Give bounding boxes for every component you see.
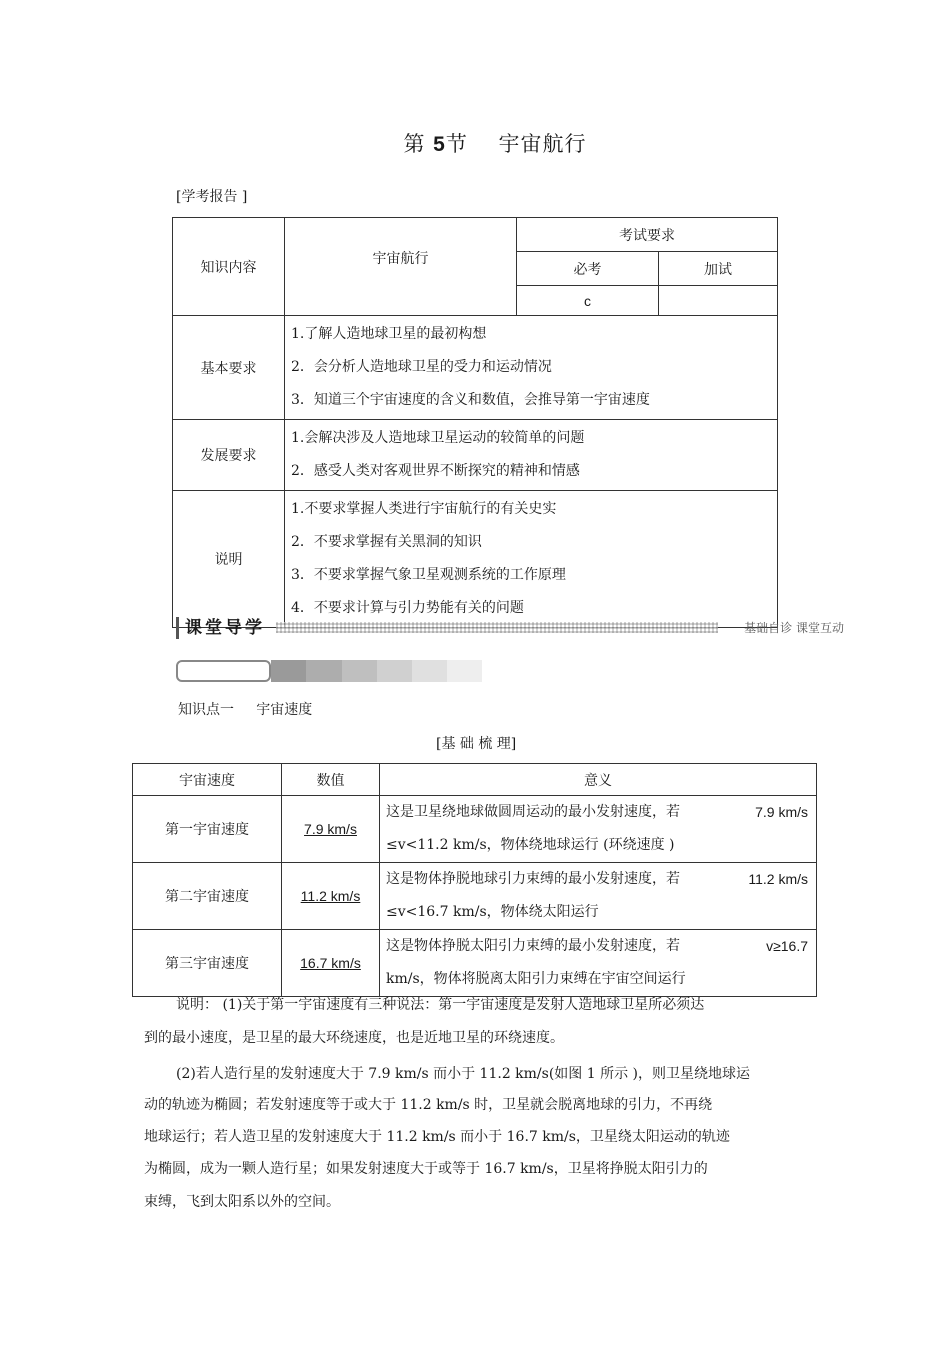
velocity-meaning: 这是物体挣脱地球引力束缚的最小发射速度，若 11.2 km/s ≤v<16.7 km/s，物体绕太阳运行	[380, 863, 817, 930]
list-item: 2．感受人类对客观世界不断探究的精神和情感	[291, 463, 580, 479]
list-item: 2．会分析人造地球卫星的受力和运动情况	[291, 359, 552, 375]
content-value: 宇宙航行	[285, 218, 517, 316]
velocity-name: 第二宇宙速度	[133, 863, 282, 930]
note-line: 动的轨迹为椭圆；若发射速度等于或大于 11.2 km/s 时，卫星就会脱离地球的引力，不再绕	[144, 1097, 713, 1113]
row-label: 说明	[173, 491, 285, 628]
row-content	[285, 316, 778, 420]
note-line: 为椭圆，成为一颗人造行星；如果发射速度大于或等于 16.7 km/s，卫星将挣脱太阳引力的	[144, 1161, 708, 1177]
list-item: 2．不要求掌握有关黑洞的知识	[291, 534, 482, 550]
velocity-name: 第三宇宙速度	[133, 930, 282, 997]
extra-level	[659, 286, 778, 316]
velocity-meaning: 这是卫星绕地球做圆周运动的最小发射速度，若 7.9 km/s ≤v<11.2 km/s，物体绕地球运行 (环绕速度 )	[380, 796, 817, 863]
list-item: 4．不要求计算与引力势能有关的问题	[291, 600, 524, 616]
header-cell: 数值	[282, 764, 380, 796]
extra-header: 加试	[659, 252, 778, 286]
velocity-value: 11.2 km/s	[282, 863, 380, 930]
velocity-name: 第一宇宙速度	[133, 796, 282, 863]
knowledge-point-heading: 知识点一 宇宙速度	[178, 702, 313, 718]
exam-requirement-header: 考试要求	[517, 218, 778, 252]
velocity-value: 16.7 km/s	[282, 930, 380, 997]
list-item: 1.不要求掌握人类进行宇宙航行的有关史实	[291, 501, 557, 517]
decorative-gradient-bar	[176, 660, 482, 682]
velocity-value: 7.9 km/s	[282, 796, 380, 863]
subheading: [基 础 梳 理]	[436, 736, 517, 752]
requirements-table	[172, 217, 778, 628]
header-cell: 宇宙速度	[133, 764, 282, 796]
report-label: [学考报告 ]	[176, 189, 248, 205]
required-level: c	[517, 286, 659, 316]
note-line: 说明： (1)关于第一宇宙速度有三种说法：第一宇宙速度是发射人造地球卫星所必须达	[176, 997, 705, 1013]
banner-label: 课堂导学	[176, 617, 265, 639]
note-line: 地球运行；若人造卫星的发射速度大于 11.2 km/s 而小于 16.7 km/s，卫星绕太阳运动的轨迹	[144, 1129, 730, 1145]
list-item: 1.会解决涉及人造地球卫星运动的较简单的问题	[291, 430, 585, 446]
banner-subtitle: 基础自诊 课堂互动	[744, 621, 844, 635]
note-line: 束缚，飞到太阳系以外的空间。	[144, 1194, 340, 1210]
content-header: 知识内容	[173, 218, 285, 316]
velocity-meaning: 这是物体挣脱太阳引力束缚的最小发射速度，若 v≥16.7 km/s，物体将脱离太阳引力束缚在宇宙空间运行	[380, 930, 817, 997]
row-content	[285, 491, 778, 628]
cosmic-velocity-table	[132, 763, 817, 997]
header-cell: 意义	[380, 764, 817, 796]
list-item: 1.了解人造地球卫星的最初构想	[291, 326, 487, 342]
page-title: 第 5节 宇宙航行	[403, 132, 587, 156]
row-content	[285, 420, 778, 491]
note-line: (2)若人造行星的发射速度大于 7.9 km/s 而小于 11.2 km/s(如图 1 所示 )，则卫星绕地球运	[176, 1066, 751, 1082]
list-item: 3．知道三个宇宙速度的含义和数值，会推导第一宇宙速度	[291, 392, 650, 408]
required-header: 必考	[517, 252, 659, 286]
row-label: 发展要求	[173, 420, 285, 491]
section-banner	[176, 617, 848, 639]
banner-pattern	[276, 622, 718, 633]
list-item: 3．不要求掌握气象卫星观测系统的工作原理	[291, 567, 566, 583]
note-line: 到的最小速度，是卫星的最大环绕速度，也是近地卫星的环绕速度。	[144, 1030, 564, 1046]
row-label: 基本要求	[173, 316, 285, 420]
